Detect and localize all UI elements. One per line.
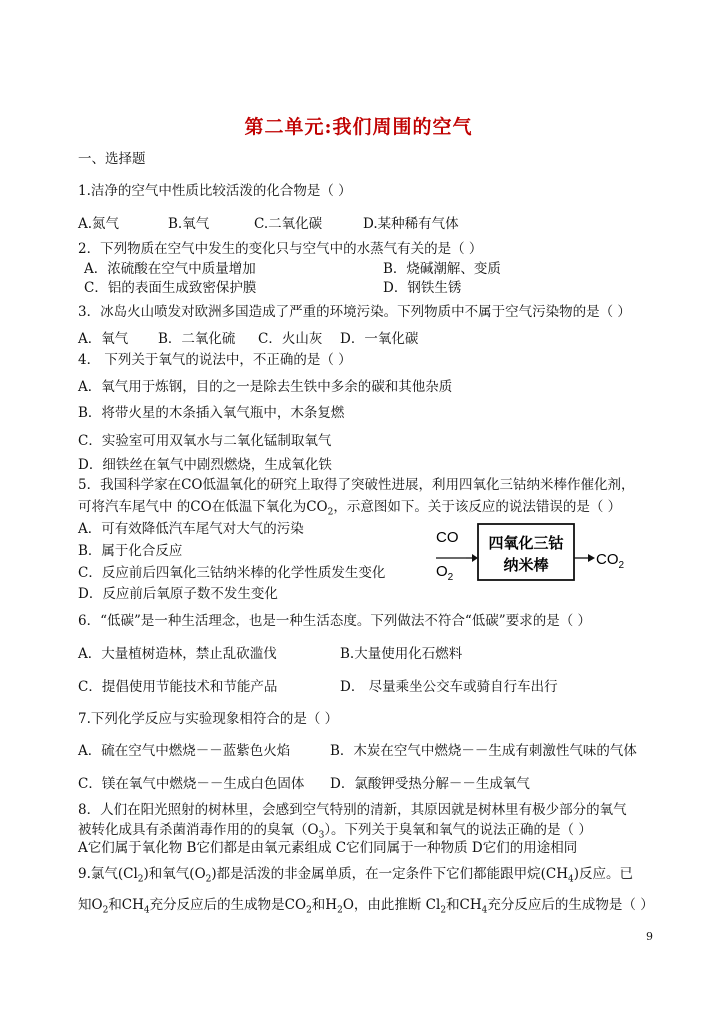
diagram-output-arrowhead [588,554,595,562]
q4-option-b: B．将带火星的木条插入氧气瓶中，木条复燃 [78,405,345,421]
diagram-output-co2 [596,551,625,571]
diagram-o: O [436,563,448,580]
page-number: 9 [646,930,653,943]
question-6-stem: 6．“低碳”是一种生活理念，也是一种生活态度。下列做法不符合“低碳”要求的是（ ） [78,613,591,629]
q9-l2-s1: 2 [102,905,109,916]
q5-stem2-sub: 2 [327,507,334,518]
q9-l2-s5: 2 [440,905,447,916]
q9-l2-d: 和H [311,897,338,913]
question-7-stem: 7.下列化学反应与实验现象相符合的是（ ） [78,711,339,727]
q9-l1-c: )都是活泼的非金属单质，在一定条件下它们都能跟甲烷(CH [211,866,569,882]
q1-option-d: D.某种稀有气体 [363,216,459,232]
q5-option-c: C．反应前后四氧化三钴纳米棒的化学性质发生变化 [78,565,386,581]
section-heading: 一、选择题 [78,151,146,167]
q5-option-b: B．属于化合反应 [78,543,183,559]
q9-l2-a: 知O [78,897,103,913]
q1-option-a: A.氮气 [78,216,120,232]
q2-option-b: B．烧碱潮解、变质 [383,261,501,277]
q6-option-a: A．大量植树造林，禁止乱砍滥伐 [78,646,277,662]
q3-option-c: C．火山灰 [258,331,323,347]
q6-option-d: D． 尽量乘坐公交车或骑自行车出行 [340,679,558,695]
q4-option-d: D．细铁丝在氧气中剧烈燃烧，生成氧化铁 [78,457,332,473]
q2-option-d: D．钢铁生锈 [383,280,462,296]
q3-option-a: A．氧气 [78,331,129,347]
q9-l2-s2: 4 [143,905,150,916]
question-5-stem-line1: 5．我国科学家在CO低温氧化的研究上取得了突破性进展，利用四氧化三钴纳米棒作催化剂， [78,477,635,493]
diagram-box-line2: 纳米棒 [503,556,549,574]
q8-stem2-b: ）。下列关于臭氧和氧气的说法正确的是（ ） [324,822,592,838]
q3-option-d: D．一氧化碳 [340,331,419,347]
q6-option-b: B.大量使用化石燃料 [340,646,463,662]
q1-option-c: C.二氧化碳 [254,216,323,232]
diagram-input-o2 [436,563,454,583]
q9-l2-e: O，由此推断 Cl [342,897,441,913]
diagram-o-sub: 2 [447,572,454,583]
q9-l2-s3: 2 [306,905,312,916]
q9-l1-a: 9.氯气(Cl [78,866,138,882]
diagram-box-line1: 四氧化三钴 [488,534,564,552]
q5-option-a: A．可有效降低汽车尾气对大气的污染 [78,521,304,537]
diagram-out-sub: 2 [618,560,625,571]
question-2-stem: 2．下列物质在空气中发生的变化只与空气中的水蒸气有关的是（ ） [78,241,483,257]
question-9-line1 [78,865,633,889]
question-8-stem-line1: 8．人们在阳光照射的树林里，会感到空气特别的清新，其原因就是树林里有极少部分的氧气 [78,802,627,818]
q6-option-c: C．提倡使用节能技术和节能产品 [78,679,278,695]
q4-option-c: C．实验室可用双氧水与二氧化锰制取氧气 [78,433,332,449]
q5-stem2-b: ，示意图如下。关于该反应的说法错误的是（ ） [333,499,622,515]
diagram-input-co: CO [436,529,459,546]
q7-option-c: C．镁在氧气中燃烧－－生成白色固体 [78,776,305,792]
q9-l2-c: 充分反应后的生成物是CO [149,897,307,913]
page-title: 第二单元:我们周围的空气 [244,116,473,138]
question-9-line2 [78,896,654,920]
q9-l2-s4: 2 [337,905,343,916]
q7-option-d: D．氯酸钾受热分解－－生成氧气 [330,776,530,792]
q7-option-b: B．木炭在空气中燃烧－－生成有刺激性气味的气体 [330,743,637,759]
catalyst-reaction-diagram [430,520,630,586]
q2-option-a: A．浓硫酸在空气中质量增加 [84,261,256,277]
q9-l1-b: )和氧气(O [143,866,206,882]
q9-l2-g: 充分反应后的生成物是（ ） [487,897,654,913]
q9-l1-d: )反应。已 [573,866,634,882]
q5-option-d: D．反应前后氧原子数不发生变化 [78,586,278,602]
q4-option-a: A．氧气用于炼钢，目的之一是除去生铁中多余的碳和其他杂质 [78,379,453,395]
question-5-stem-line2 [78,498,621,522]
diagram-out: CO [596,551,619,568]
q8-stem2-a: 被转化成具有杀菌消毒作用的的臭氧（O [78,822,319,838]
q9-l1-s1: 2 [137,874,144,885]
q9-l1-s2: 2 [205,874,212,885]
q7-option-a: A．硫在空气中燃烧－－蓝紫色火焰 [78,743,291,759]
q5-stem2-a: 可将汽车尾气中 的CO在低温下氧化为CO [78,499,328,515]
q2-option-c: C．铝的表面生成致密保护膜 [84,280,257,296]
q8-stem2-sub: 3 [318,830,325,841]
question-4-stem: 4． 下列关于氧气的说法中，不正确的是（ ） [78,352,352,368]
q9-l1-s3: 4 [568,874,574,885]
question-1-stem: 1.洁净的空气中性质比较活泼的化合物是（ ） [78,183,352,199]
question-3-stem: 3．冰岛火山喷发对欧洲多国造成了严重的环境污染。下列物质中不属于空气污染物的是（ ） [78,304,631,320]
q1-option-b: B.氧气 [168,216,210,232]
q9-l2-f: 和CH [446,897,482,913]
q9-l2-s6: 4 [481,905,488,916]
q3-option-b: B．二氧化硫 [158,331,236,347]
q8-options: A它们属于氧化物 B它们都是由氧元素组成 C它们同属于一种物质 D它们的用途相同 [78,840,578,856]
q9-l2-b: 和CH [108,897,144,913]
